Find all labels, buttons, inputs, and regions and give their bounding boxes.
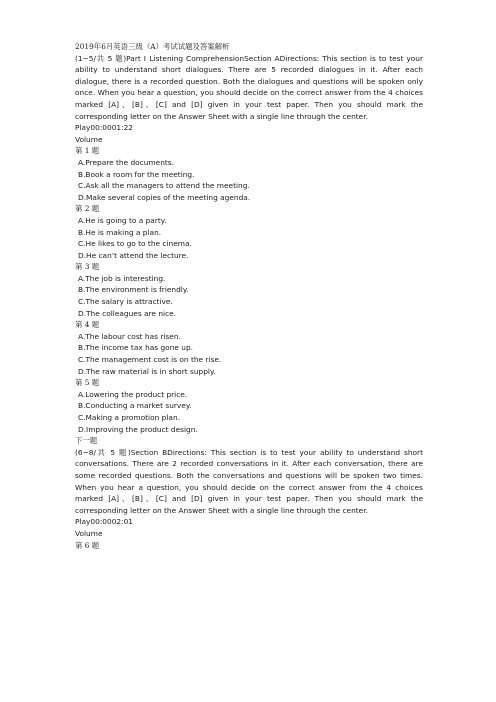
option-d[interactable]: D.Improving the product design. — [78, 424, 198, 434]
document-title: 2019年6月英语三级（A）考试试题及答案解析 — [75, 42, 230, 51]
option-a[interactable]: A.The job is interesting. — [78, 273, 166, 283]
option-b[interactable]: B.The income tax has gone up. — [78, 343, 194, 353]
section-b-directions: (6~8/共 5 题)Section BDirections: This section is to test your ability to understand short conversations. There are 2 recorded conversations in it. After each conversation, there are some recorded questions. Both the conversations and questions will be spoken two times. When you hear a question, you should decide on the correct answer from the 4 choices marked [A]、[B]、[C] and [D] given in your test paper. Then you should mark the corresponding letter on the Answer Sheet with a single line through the center. — [75, 447, 423, 515]
question-3 — [75, 261, 423, 319]
option-d[interactable]: D.Make several copies of the meeting agenda. — [78, 192, 251, 202]
option-d[interactable]: D.The raw material is in short supply. — [78, 366, 216, 376]
option-d[interactable]: D.The colleagues are nice. — [78, 308, 177, 318]
question-1 — [75, 145, 423, 203]
option-b[interactable]: B.Conducting a market survey. — [78, 401, 192, 411]
section-a-directions: (1~5/共 5 题)Part Ⅰ Listening ComprehensionSection ADirections: This section is to test your ability to understand short dialogues. There are 5 recorded dialogues in it. After each dialogue, there is a recorded question. Both the dialogues and questions will be spoken only once. When you hear a question, you should decide on the correct answer from the 4 choices marked [A]、[B]、[C] and [D] given in your test paper. Then you should mark the corresponding letter on the Answer Sheet with a single line through the center. — [75, 53, 423, 121]
question-label: 第 6 题 — [75, 540, 100, 550]
option-a[interactable]: A.Lowering the product price. — [78, 389, 188, 399]
question-2 — [75, 203, 423, 261]
option-a[interactable]: A.The labour cost has risen. — [78, 331, 181, 341]
option-b[interactable]: B.He is making a plan. — [78, 227, 162, 237]
option-d[interactable]: D.He can’t attend the lecture. — [78, 250, 189, 260]
question-5 — [75, 377, 423, 435]
question-label: 第 1 题 — [75, 146, 100, 156]
option-a[interactable]: A.Prepare the documents. — [78, 157, 174, 167]
option-c[interactable]: C.The salary is attractive. — [78, 297, 173, 307]
section-b-play-control[interactable]: Play00:0002:01 — [75, 517, 134, 527]
option-a[interactable]: A.He is going to a party. — [78, 215, 167, 225]
next-question-link[interactable]: 下一题 — [75, 436, 98, 446]
question-label: 第 5 题 — [75, 378, 100, 388]
option-c[interactable]: C.The management cost is on the rise. — [78, 355, 222, 365]
question-label: 第 2 题 — [75, 204, 100, 214]
option-c[interactable]: C.Making a promotion plan. — [78, 413, 180, 422]
section-a-play-control[interactable]: Play00:0001:22 — [75, 123, 134, 133]
section-b-volume-control[interactable]: Volume — [75, 528, 103, 538]
option-c[interactable]: C.Ask all the managers to attend the meeting. — [78, 181, 250, 191]
option-c[interactable]: C.He likes to go to the cinema. — [78, 239, 192, 249]
section-a-volume-control[interactable]: Volume — [75, 134, 103, 144]
question-label: 第 4 题 — [75, 320, 100, 330]
question-label: 第 3 题 — [75, 262, 100, 272]
document-page — [75, 41, 423, 551]
option-b[interactable]: B.The environment is friendly. — [78, 285, 189, 295]
question-4 — [75, 319, 423, 377]
option-b[interactable]: B.Book a room for the meeting. — [78, 169, 195, 179]
